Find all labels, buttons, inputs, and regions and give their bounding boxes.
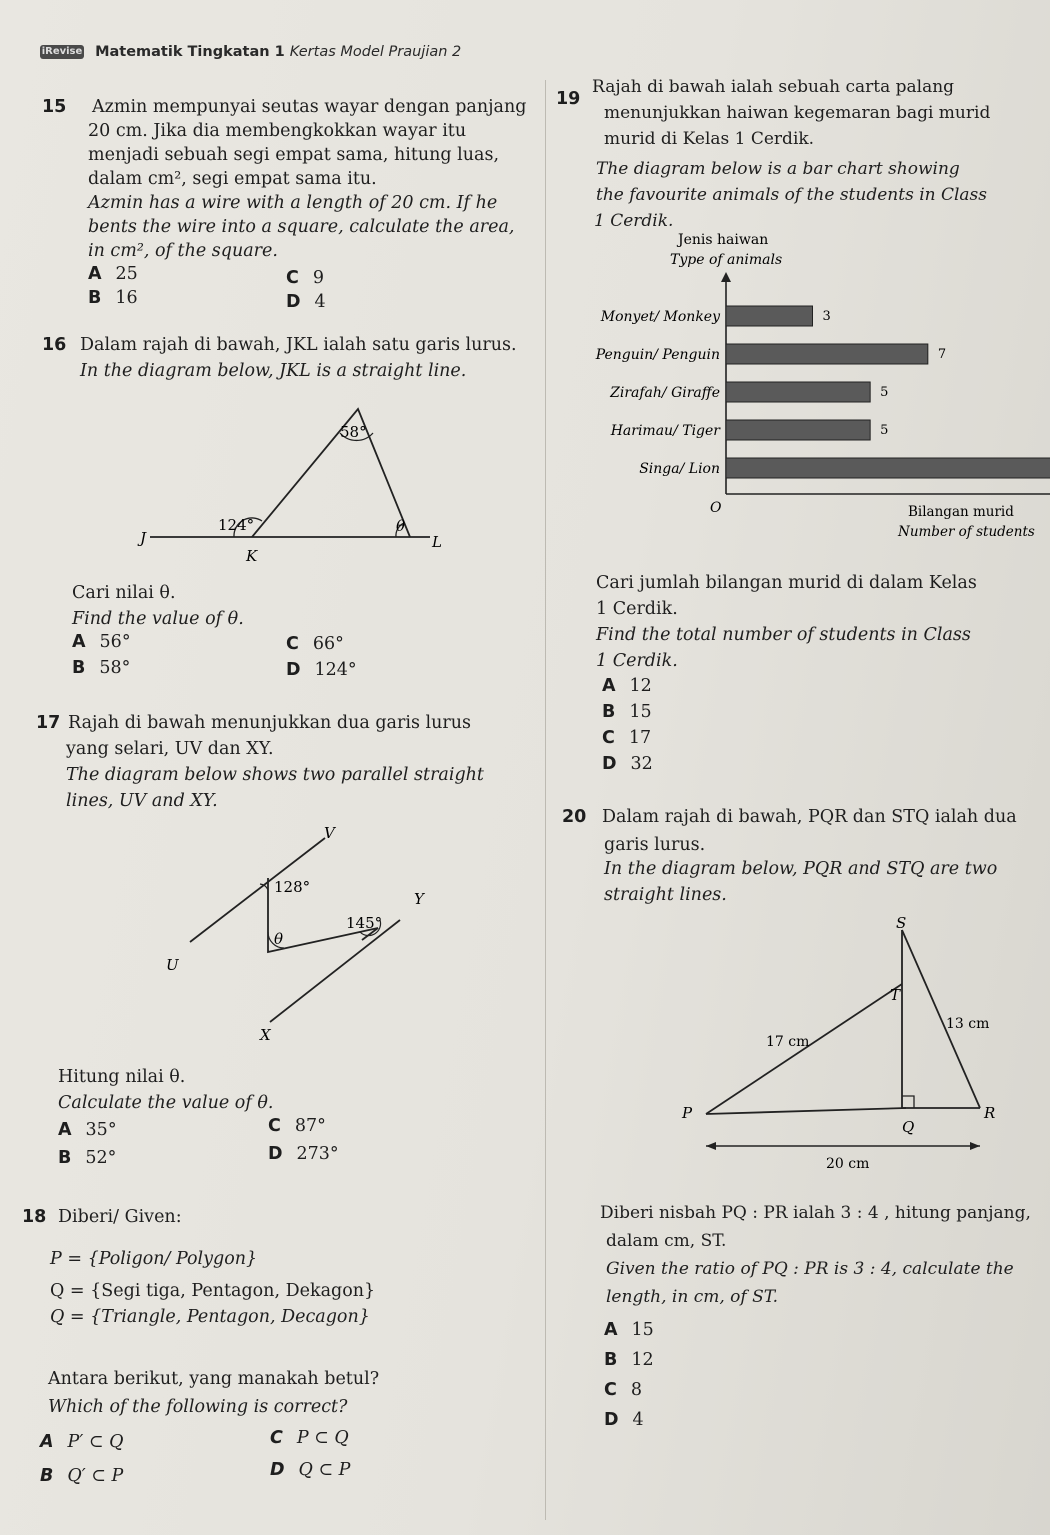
q17-en-line: The diagram below shows two parallel straight	[66, 765, 484, 785]
q16-label-j: J	[140, 529, 147, 547]
q20-triangle-diagram	[676, 914, 1016, 1178]
q19-option-c[interactable]: C 17	[602, 728, 652, 748]
q20-ms-line: garis lurus.	[604, 835, 706, 855]
q17-angle-128: 128°	[274, 878, 311, 896]
q20-given-ms-line: dalam cm, ST.	[606, 1231, 727, 1251]
chart-value-label: 7	[937, 347, 947, 362]
q18-option-c[interactable]: C P ⊂ Q	[270, 1428, 349, 1448]
q15-ms-line: Azmin mempunyai seutas wayar dengan panjang	[92, 97, 527, 117]
q19-ask-ms-line: 1 Cerdik.	[596, 599, 678, 619]
q18-ask-ms: Antara berikut, yang manakah betul?	[48, 1369, 380, 1389]
q18-set-q-ms: Q = {Segi tiga, Pentagon, Dekagon}	[50, 1281, 376, 1301]
q19-en-line: the favourite animals of the students in Class	[596, 185, 988, 205]
q17-en-line: lines, UV and XY.	[66, 791, 218, 811]
q20-label-p: P	[682, 1104, 693, 1122]
chart-bar	[726, 420, 870, 440]
q17-angle-145: 145°	[346, 914, 383, 932]
q15-option-c[interactable]: C 9	[286, 268, 324, 288]
chart-bar	[726, 458, 1050, 478]
q15-en-line: in cm², of the square.	[88, 241, 278, 261]
q16-ask-en: Find the value of θ.	[72, 609, 244, 629]
q16-number: 16	[42, 335, 67, 355]
q19-ms-line: murid di Kelas 1 Cerdik.	[604, 129, 815, 149]
q19-en-line: 1 Cerdik.	[594, 211, 674, 231]
q15-option-a[interactable]: A 25	[88, 264, 138, 284]
publisher-logo: iRevise	[41, 46, 83, 57]
q16-ms: Dalam rajah di bawah, JKL ialah satu garis lurus.	[80, 335, 517, 355]
header-title: Matematik Tingkatan 1	[95, 44, 285, 60]
chart-ylabel-en: Type of animals	[670, 252, 783, 268]
q19-ms-line: Rajah di bawah ialah sebuah carta palang	[592, 77, 955, 97]
q19-option-b[interactable]: B 15	[602, 702, 652, 722]
chart-bar	[726, 344, 928, 364]
q16-option-b[interactable]: B 58°	[72, 658, 131, 678]
q20-option-c[interactable]: C 8	[604, 1380, 642, 1400]
q16-en: In the diagram below, JKL is a straight line.	[80, 361, 467, 381]
q16-label-l: L	[432, 533, 442, 551]
chart-category-label: Monyet/ Monkey	[600, 309, 720, 325]
q17-option-c[interactable]: C 87°	[268, 1116, 326, 1136]
q17-option-b[interactable]: B 52°	[58, 1148, 117, 1168]
q15-ms-line: dalam cm², segi empat sama itu.	[88, 169, 377, 189]
chart-category-label: Penguin/ Penguin	[595, 347, 720, 363]
q17-label-v: V	[324, 824, 335, 842]
q19-option-d[interactable]: D 32	[602, 754, 653, 774]
q15-en-line: bents the wire into a square, calculate the area,	[88, 217, 515, 237]
q20-option-d[interactable]: D 4	[604, 1410, 644, 1430]
q17-label-u: U	[166, 956, 179, 974]
q17-parallel-lines-diagram	[150, 820, 450, 1050]
q20-given-en-line: length, in cm, of ST.	[606, 1287, 778, 1307]
q20-label-s: S	[896, 914, 907, 932]
q16-option-d[interactable]: D 124°	[286, 660, 357, 680]
q20-option-b[interactable]: B 12	[604, 1350, 654, 1370]
q20-length-tr: 13 cm	[946, 1016, 990, 1032]
column-divider	[545, 80, 546, 1520]
q20-label-q: Q	[902, 1118, 915, 1136]
q17-label-y: Y	[414, 890, 424, 908]
q18-option-d[interactable]: D Q ⊂ P	[270, 1460, 351, 1480]
q19-ms-line: menunjukkan haiwan kegemaran bagi murid	[604, 103, 991, 123]
q20-en-line: In the diagram below, PQR and STQ are two	[604, 859, 998, 879]
q16-theta: θ	[396, 517, 406, 535]
q17-ms-line: yang selari, UV dan XY.	[66, 739, 274, 759]
q16-ask-ms: Cari nilai θ.	[72, 583, 176, 603]
q20-ms-line: Dalam rajah di bawah, PQR dan STQ ialah dua	[602, 807, 1017, 827]
q19-ask-en-line: Find the total number of students in Class	[596, 625, 971, 645]
chart-xlabel-en: Number of students	[898, 524, 1035, 540]
chart-xlabel-ms: Bilangan murid	[908, 504, 1014, 520]
page-header	[40, 44, 461, 60]
chart-ylabel-ms: Jenis haiwan	[678, 232, 769, 248]
q15-number: 15	[42, 97, 67, 117]
q19-option-a[interactable]: A 12	[602, 676, 652, 696]
q18-set-q-en: Q = {Triangle, Pentagon, Decagon}	[50, 1307, 370, 1327]
q20-number: 20	[562, 807, 587, 827]
chart-value-label: 5	[880, 423, 889, 438]
q18-intro: Diberi/ Given:	[58, 1207, 182, 1227]
q17-theta: θ	[274, 930, 284, 948]
q18-ask-en: Which of the following is correct?	[48, 1397, 348, 1417]
q18-option-a[interactable]: A P′ ⊂ Q	[40, 1432, 124, 1452]
q17-number: 17	[36, 713, 61, 733]
chart-category-label: Singa/ Lion	[639, 461, 720, 477]
q17-ms-line: Rajah di bawah menunjukkan dua garis lurus	[68, 713, 471, 733]
q15-option-d[interactable]: D 4	[286, 292, 326, 312]
q20-option-a[interactable]: A 15	[604, 1320, 654, 1340]
chart-bar	[726, 382, 870, 402]
q17-ask-en: Calculate the value of θ.	[58, 1093, 274, 1113]
q18-number: 18	[22, 1207, 47, 1227]
q17-ask-ms: Hitung nilai θ.	[58, 1067, 186, 1087]
q16-angle-58: 58°	[340, 423, 367, 441]
q20-length-pr: 20 cm	[826, 1156, 870, 1172]
q20-length-pt: 17 cm	[766, 1034, 810, 1050]
q20-given-en-line: Given the ratio of PQ : PR is 3 : 4, calculate the	[606, 1259, 1014, 1279]
q15-ms-line: menjadi sebuah segi empat sama, hitung luas,	[88, 145, 500, 165]
q19-number: 19	[556, 89, 581, 109]
q17-option-a[interactable]: A 35°	[58, 1120, 117, 1140]
q20-label-t: T	[890, 986, 901, 1004]
q15-ms-line: 20 cm. Jika dia membengkokkan wayar itu	[88, 121, 467, 141]
q19-ask-en-line: 1 Cerdik.	[596, 651, 678, 671]
q19-ask-ms-line: Cari jumlah bilangan murid di dalam Kelas	[596, 573, 977, 593]
q17-option-d[interactable]: D 273°	[268, 1144, 339, 1164]
q16-option-c[interactable]: C 66°	[286, 634, 344, 654]
q20-given-ms-line: Diberi nisbah PQ : PR ialah 3 : 4 , hitung panjang,	[600, 1203, 1031, 1223]
header-subtitle: Kertas Model Praujian 2	[289, 44, 462, 60]
q16-option-a[interactable]: A 56°	[72, 632, 131, 652]
q16-triangle-diagram	[140, 395, 460, 575]
chart-origin: O	[710, 500, 722, 516]
chart-category-label: Zirafah/ Giraffe	[610, 385, 720, 401]
q18-set-p: P = {Poligon/ Polygon}	[50, 1249, 258, 1269]
q16-label-k: K	[246, 547, 258, 565]
chart-bar	[726, 306, 813, 326]
q16-angle-124: 124°	[218, 516, 255, 534]
q18-option-b[interactable]: B Q′ ⊂ P	[40, 1466, 124, 1486]
q15-en-line: Azmin has a wire with a length of 20 cm. If he	[88, 193, 498, 213]
q15-option-b[interactable]: B 16	[88, 288, 138, 308]
q20-en-line: straight lines.	[604, 885, 727, 905]
q19-en-line: The diagram below is a bar chart showing	[596, 159, 960, 179]
chart-category-label: Harimau/ Tiger	[610, 423, 720, 439]
q17-label-x: X	[260, 1026, 271, 1044]
chart-value-label: 5	[880, 385, 889, 400]
q20-label-r: R	[984, 1104, 996, 1122]
chart-y-axis-arrow	[721, 272, 731, 282]
chart-value-label: 3	[822, 309, 831, 324]
q19-bar-chart	[580, 228, 1035, 558]
